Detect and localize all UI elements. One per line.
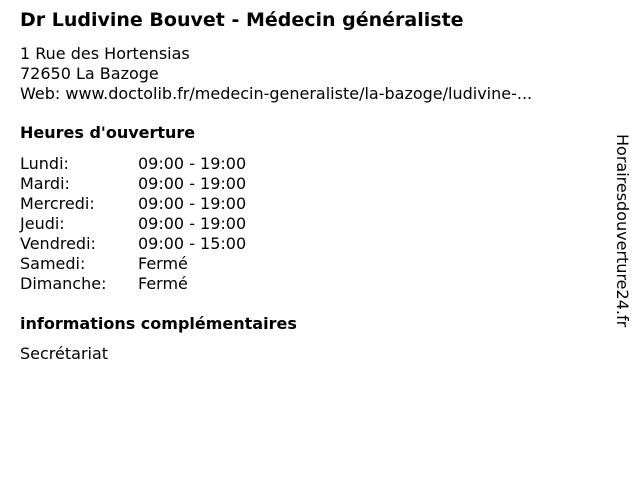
- time-value: 09:00 - 15:00: [138, 234, 247, 253]
- hours-row-wednesday: [20, 194, 246, 214]
- time-value: 09:00 - 19:00: [138, 194, 247, 213]
- hours-row-saturday: [20, 254, 246, 274]
- address-street: 1 Rue des Hortensias: [20, 44, 190, 63]
- day-label: Samedi:: [20, 254, 86, 273]
- day-label: Dimanche:: [20, 274, 107, 293]
- time-value: 09:00 - 19:00: [138, 174, 247, 193]
- opening-hours-table: [20, 154, 246, 294]
- day-label: Lundi:: [20, 154, 69, 173]
- website-link[interactable]: Web: www.doctolib.fr/medecin-generaliste/la-bazoge/ludivine-...: [20, 84, 533, 103]
- day-label: Mardi:: [20, 174, 70, 193]
- day-label: Vendredi:: [20, 234, 96, 253]
- address-city: 72650 La Bazoge: [20, 64, 159, 83]
- day-label: Jeudi:: [20, 214, 65, 233]
- time-value: 09:00 - 19:00: [138, 214, 247, 233]
- time-value: Fermé: [138, 254, 188, 273]
- time-value: Fermé: [138, 274, 188, 293]
- hours-row-monday: [20, 154, 246, 174]
- day-label: Mercredi:: [20, 194, 95, 213]
- site-brand-watermark: Horairesdouverture24.fr: [613, 134, 632, 328]
- address-block: [20, 44, 532, 104]
- hours-row-sunday: [20, 274, 246, 294]
- hours-row-thursday: [20, 214, 246, 234]
- time-value: 09:00 - 19:00: [138, 154, 247, 173]
- page-title: Dr Ludivine Bouvet - Médecin généraliste: [20, 9, 464, 31]
- additional-info-heading: informations complémentaires: [20, 314, 297, 333]
- hours-row-tuesday: [20, 174, 246, 194]
- hours-row-friday: [20, 234, 246, 254]
- additional-info-text: Secrétariat: [20, 344, 109, 363]
- opening-hours-heading: Heures d'ouverture: [20, 123, 196, 142]
